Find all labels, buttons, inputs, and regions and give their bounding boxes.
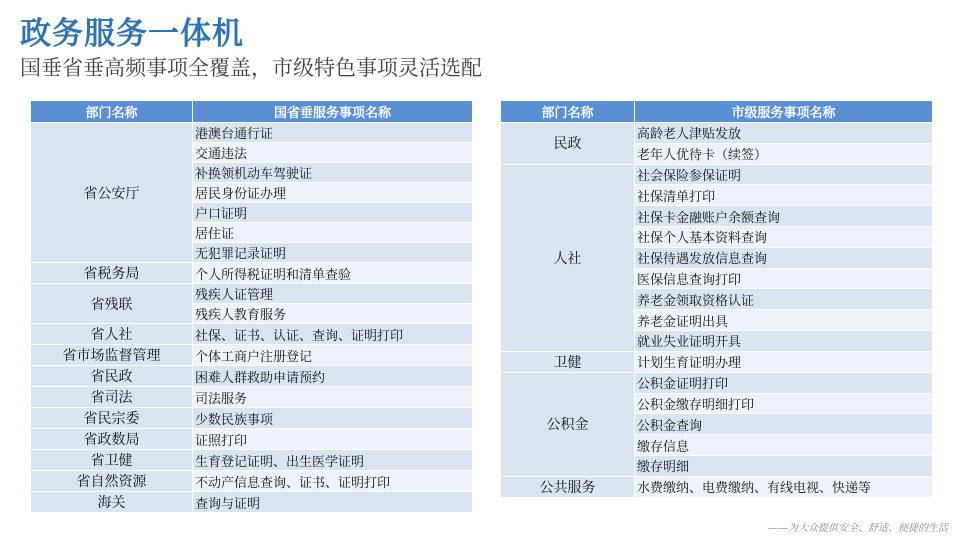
service-cell: 交通违法 — [193, 143, 473, 163]
service-cell: 社会保险参保证明 — [635, 164, 933, 185]
dept-cell: 省司法 — [31, 387, 193, 408]
service-cell: 社保清单打印 — [635, 185, 933, 206]
page-subtitle: 国垂省垂高频事项全覆盖，市级特色事项灵活选配 — [20, 56, 482, 80]
footer-slogan: ——为大众提供安全、舒适、便捷的生活 — [768, 523, 948, 534]
service-cell: 残疾人证管理 — [193, 284, 473, 304]
provincial-services-table — [30, 100, 473, 513]
dept-header: 部门名称 — [501, 101, 635, 123]
table-row — [501, 476, 933, 497]
service-cell: 补换领机动车驾驶证 — [193, 163, 473, 183]
table-row — [31, 284, 473, 304]
table-row — [501, 123, 933, 144]
service-cell: 证照打印 — [193, 429, 473, 450]
service-cell: 社保、证书、认证、查询、证明打印 — [193, 324, 473, 345]
service-cell: 个人所得税证明和清单查验 — [193, 263, 473, 284]
dept-cell: 公共服务 — [501, 476, 635, 497]
dept-cell: 省自然资源 — [31, 471, 193, 492]
service-cell: 养老金证明出具 — [635, 310, 933, 331]
service-cell: 不动产信息查询、证书、证明打印 — [193, 471, 473, 492]
service-cell: 查询与证明 — [193, 492, 473, 513]
service-cell: 社保待遇发放信息查询 — [635, 247, 933, 268]
dept-cell: 民政 — [501, 123, 635, 165]
service-cell: 少数民族事项 — [193, 408, 473, 429]
table-row — [31, 408, 473, 429]
service-cell: 残疾人教育服务 — [193, 304, 473, 324]
table-row — [31, 345, 473, 366]
dept-cell: 省民政 — [31, 366, 193, 387]
service-cell: 公积金证明打印 — [635, 372, 933, 393]
city-services-table — [500, 100, 933, 498]
dept-cell: 省人社 — [31, 324, 193, 345]
table-row — [501, 351, 933, 372]
service-cell: 社保个人基本资料查询 — [635, 226, 933, 247]
service-header: 国省垂服务事项名称 — [193, 101, 473, 123]
dept-cell: 省残联 — [31, 284, 193, 324]
table-row — [31, 492, 473, 513]
dept-cell: 省税务局 — [31, 263, 193, 284]
table-row — [31, 450, 473, 471]
service-header: 市级服务事项名称 — [635, 101, 933, 123]
service-cell: 司法服务 — [193, 387, 473, 408]
service-cell: 港澳台通行证 — [193, 123, 473, 143]
service-cell: 缴存信息 — [635, 435, 933, 456]
table-row — [501, 164, 933, 185]
service-cell: 生育登记证明、出生医学证明 — [193, 450, 473, 471]
table-row — [31, 366, 473, 387]
service-cell: 水费缴纳、电费缴纳、有线电视、快递等 — [635, 476, 933, 497]
table-row — [31, 123, 473, 143]
table-row — [501, 372, 933, 393]
dept-cell: 省市场监督管理 — [31, 345, 193, 366]
service-cell: 居住证 — [193, 223, 473, 243]
dept-cell: 海关 — [31, 492, 193, 513]
page-title: 政务服务一体机 — [20, 16, 244, 52]
service-cell: 公积金缴存明细打印 — [635, 393, 933, 414]
dept-header: 部门名称 — [31, 101, 193, 123]
service-cell: 养老金领取资格认证 — [635, 289, 933, 310]
service-cell: 公积金查询 — [635, 414, 933, 435]
service-cell: 户口证明 — [193, 203, 473, 223]
service-cell: 医保信息查询打印 — [635, 268, 933, 289]
service-cell: 计划生育证明办理 — [635, 351, 933, 372]
table-row — [31, 324, 473, 345]
service-cell: 缴存明细 — [635, 455, 933, 476]
service-cell: 困难人群救助申请预约 — [193, 366, 473, 387]
dept-cell: 省公安厅 — [31, 123, 193, 263]
dept-cell: 省卫健 — [31, 450, 193, 471]
service-cell: 个体工商户注册登记 — [193, 345, 473, 366]
table-row — [31, 471, 473, 492]
table-row — [31, 263, 473, 284]
service-cell: 高龄老人津贴发放 — [635, 123, 933, 144]
service-cell: 老年人优待卡（续签） — [635, 143, 933, 164]
service-cell: 社保卡金融账户余额查询 — [635, 206, 933, 227]
service-cell: 居民身份证办理 — [193, 183, 473, 203]
table-row — [31, 387, 473, 408]
dept-cell: 卫健 — [501, 351, 635, 372]
dept-cell: 省政数局 — [31, 429, 193, 450]
table-row — [31, 429, 473, 450]
service-cell: 就业失业证明开具 — [635, 330, 933, 351]
dept-cell: 省民宗委 — [31, 408, 193, 429]
dept-cell: 人社 — [501, 164, 635, 351]
dept-cell: 公积金 — [501, 372, 635, 476]
service-cell: 无犯罪记录证明 — [193, 243, 473, 263]
